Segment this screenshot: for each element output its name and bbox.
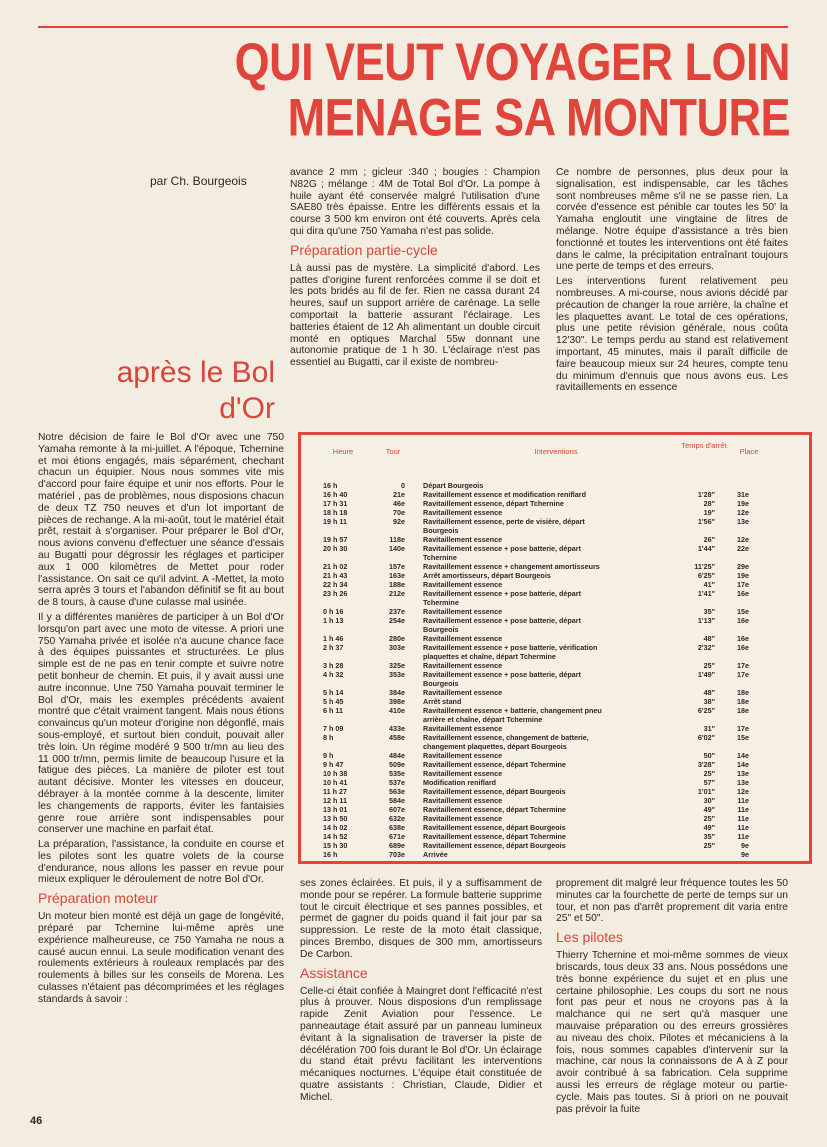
cell-intervention: Arrêt stand — [423, 697, 462, 706]
cell-place: 11e — [737, 823, 749, 832]
cell-tour: 21e — [393, 490, 405, 499]
cell-place: 13e — [737, 517, 749, 526]
cell-temps: 1'01" — [697, 787, 715, 796]
cell-intervention: Ravitaillement essence, perte de visière, départ — [423, 517, 585, 526]
table-row — [301, 832, 809, 841]
column-left — [38, 432, 284, 1009]
cell-heure: 16 h — [323, 481, 338, 490]
cell-tour: 163e — [389, 571, 405, 580]
cell-heure: 5 h 14 — [323, 688, 344, 697]
table-row — [301, 661, 809, 670]
cell-temps: 31" — [703, 724, 715, 733]
cell-tour: 157e — [389, 562, 405, 571]
cell-place: 14e — [737, 760, 749, 769]
cell-heure: 12 h 11 — [323, 796, 347, 805]
cell-temps: 1'44" — [697, 544, 715, 553]
cell-tour: 509e — [389, 760, 405, 769]
cell-heure: 13 h 50 — [323, 814, 348, 823]
cell-tour: 671e — [389, 832, 405, 841]
cell-heure: 10 h 38 — [323, 769, 348, 778]
cell-temps: 57" — [703, 778, 715, 787]
cell-tour: 118e — [389, 535, 405, 544]
cell-temps: 25" — [703, 841, 715, 850]
cell-heure: 5 h 45 — [323, 697, 344, 706]
cell-place: 11e — [737, 832, 749, 841]
cell-heure: 15 h 30 — [323, 841, 348, 850]
cell-temps: 28" — [703, 499, 715, 508]
table-row — [301, 625, 809, 634]
cell-temps: 1'28" — [697, 490, 715, 499]
cell-intervention: Ravitaillement essence, départ Bourgeois — [423, 787, 566, 796]
table-row — [301, 616, 809, 625]
cell-tour: 563e — [389, 787, 405, 796]
cell-heure: 10 h 41 — [323, 778, 348, 787]
table-row — [301, 589, 809, 598]
table-row — [301, 688, 809, 697]
cell-temps: 2'32" — [697, 643, 715, 652]
cell-place: 16e — [737, 589, 749, 598]
cell-intervention: Bourgeois — [423, 625, 459, 634]
paragraph: Là aussi pas de mystère. La simplicité d'abord. Les pattes d'origine furent renforcées comme il se doit et les pots bridés au fil de fer. Rien ne cassa durant 24 heures, sauf un support arrière de carénage. La selle comportait la batterie assurant l'éclairage. Les batteries étaient de 12 Ah alimentant un double circuit monté en optiques Marchal 55w donnant une autonomie pratique de 1 h 30. L'éclairage n'est pas essentiel au Bugatti, car il existe de nombreu- — [290, 262, 540, 369]
heading-assistance: Assistance — [300, 964, 368, 981]
header-temps: Temps d'arrêt — [681, 441, 727, 450]
cell-intervention: Ravitaillement essence + pose batterie, départ — [423, 616, 581, 625]
cell-heure: 17 h 31 — [323, 499, 348, 508]
cell-place: 18e — [737, 688, 749, 697]
table-row — [301, 670, 809, 679]
cell-place: 16e — [737, 634, 749, 643]
cell-intervention: Ravitaillement essence + pose batterie, vérification — [423, 643, 598, 652]
cell-tour: 254e — [389, 616, 405, 625]
heading-pilotes: Les pilotes — [556, 929, 623, 946]
table-row — [301, 679, 809, 688]
cell-heure: 11 h 27 — [323, 787, 347, 796]
page-number: 46 — [30, 1115, 43, 1127]
cell-temps: 6'25" — [697, 571, 715, 580]
cell-temps: 1'56" — [697, 517, 715, 526]
cell-temps: 3'28" — [697, 760, 715, 769]
table-row — [301, 733, 809, 742]
cell-heure: 14 h 02 — [323, 823, 348, 832]
cell-temps: 1'13" — [697, 616, 715, 625]
table-row — [301, 481, 809, 490]
column-right-top — [556, 167, 788, 397]
column-middle-top — [290, 167, 540, 372]
paragraph: Celle-ci était confiée à Maingret dont l'efficacité n'est plus à prouver. Nous disposions d'un remplissage rapide Zenit Aviation pour l'essence. Le panneautage était assuré par un panneau lumineux évitant à la signalisation de traverser la piste de décélération 700 fois durant le Bol d'Or. Un éclairage du stand était prévu facilitant les interventions mécaniques nocturnes. L'équipe était constituée de quatre assistants : Christian, Claude, Didier et Michel. — [300, 985, 542, 1103]
table-row — [301, 571, 809, 580]
table-header — [301, 441, 809, 473]
cell-intervention: Ravitaillement essence, changement de batterie, — [423, 733, 589, 742]
cell-place: 11e — [737, 796, 749, 805]
table-row — [301, 598, 809, 607]
column-middle-bottom — [300, 878, 542, 1107]
cell-temps: 41" — [703, 580, 715, 589]
cell-heure: 7 h 09 — [323, 724, 344, 733]
cell-temps: 11'25" — [694, 562, 715, 571]
heading-partie-cycle: Préparation partie-cycle — [290, 241, 438, 258]
paragraph: Un moteur bien monté est déjà un gage de longévité, préparé par Tchernine lui-même après une expérience malheureuse, ce 750 Yamaha ne nous a causé aucun ennui. La seule modification venant des roulements extérieurs à rouleaux remplacés par des roulements à billes sur les conseils de Morena. Les culasses n'étaient pas décomprimées et les réglages standards à savoir : — [38, 911, 284, 1005]
cell-tour: 638e — [389, 823, 405, 832]
cell-intervention: arrière et chaîne, départ Tchermine — [423, 715, 543, 724]
paragraph: Notre décision de faire le Bol d'Or avec une 750 Yamaha remonte à la mi-juillet. A l'époque, Tchernine et moi étions engagés, mais séparément, chechant chacun un équipier. Nous nous sommes vite mis d'accord pour faire équipe et unir nos efforts. Pour le matériel , pas de problèmes, nous disposions chacun de deux TZ 750 neuves et d'un lot important de pièces de rechange. A la mi-août, tout le matériel était prêt, restait à s'organiser. Pour préparer le Bol d'Or, nous avions convenu d'effectuer une séance d'essais au Bugatti pour dégrossir les réglages et participer aux 1 000 kilomètres de Mettet pour roder l'assistance. On sait ce qu'il advint. A -Mettet, la moto serra après 3 tours et l'abandon définitif se fit au bout de 8 tours, à cause d'une culasse mal usinée. — [38, 432, 284, 609]
table-row — [301, 607, 809, 616]
paragraph: Les interventions furent relativement peu nombreuses. A mi-course, nous avions décidé par précaution de changer la roue arrière, la chaîne et les plaquettes avant. Le total de ces opérations, plus une petite révision générale, nous coûta 12'30". Le temps perdu au stand est relativement important, 45 minutes, mais il paraît difficile de faire beaucoup mieux sur 24 heures, compte tenu du minimum d'ennuis que nous avons eus. Les ravitaillements en essence — [556, 276, 788, 394]
cell-intervention: Ravitaillement essence, départ Tchermine — [423, 760, 566, 769]
cell-intervention: Ravitaillement essence — [423, 508, 503, 517]
table-row — [301, 751, 809, 760]
cell-place: 22e — [737, 544, 749, 553]
table-row — [301, 841, 809, 850]
cell-heure: 1 h 13 — [323, 616, 344, 625]
cell-tour: 703e — [389, 850, 405, 859]
cell-temps: 25" — [703, 769, 715, 778]
cell-intervention: changement plaquettes, départ Bourgeois — [423, 742, 567, 751]
cell-intervention: Ravitaillement essence + pose batterie, départ — [423, 544, 581, 553]
article-title: QUI VEUT VOYAGER LOIN MENAGE SA MONTURE — [234, 31, 790, 148]
cell-tour: 212e — [389, 589, 405, 598]
cell-intervention: Ravitaillement essence — [423, 724, 503, 733]
cell-heure: 18 h 18 — [323, 508, 348, 517]
cell-place: 19e — [737, 571, 749, 580]
table-row — [301, 544, 809, 553]
cell-intervention: Ravitaillement essence — [423, 634, 503, 643]
table-row — [301, 652, 809, 661]
cell-temps: 35" — [703, 607, 715, 616]
cell-intervention: Modification reniflard — [423, 778, 497, 787]
cell-temps: 48" — [703, 688, 715, 697]
header-interventions: Interventions — [534, 447, 578, 456]
cell-place: 29e — [737, 562, 749, 571]
cell-tour: 484e — [389, 751, 405, 760]
cell-intervention: Ravitaillement essence — [423, 535, 503, 544]
cell-heure: 16 h — [323, 850, 338, 859]
paragraph: avance 2 mm ; gicleur :340 ; bougies : Champion N82G ; mélange : 4M de Total Bol d'Or. La pompe à huile ayant été conservée malgré l'utilisation d'une SAE80 très épaisse. Entre les différents essais et la course 3 500 km environ ont été couverts. Après cela qui dira qu'une 750 Yamaha n'est pas solide. — [290, 167, 540, 237]
cell-heure: 3 h 28 — [323, 661, 344, 670]
cell-tour: 410e — [389, 706, 405, 715]
column-right-bottom — [556, 878, 788, 1118]
cell-tour: 140e — [389, 544, 405, 553]
cell-place: 11e — [737, 805, 749, 814]
cell-place: 16e — [737, 616, 749, 625]
cell-tour: 689e — [389, 841, 405, 850]
cell-intervention: Tchermine — [423, 598, 459, 607]
table-row — [301, 499, 809, 508]
table-row — [301, 850, 809, 859]
cell-tour: 280e — [389, 634, 405, 643]
cell-tour: 303e — [389, 643, 405, 652]
table-row — [301, 814, 809, 823]
pit-stop-table — [298, 432, 812, 864]
table-row — [301, 508, 809, 517]
cell-place: 12e — [737, 535, 749, 544]
table-row — [301, 769, 809, 778]
cell-heure: 9 h 47 — [323, 760, 344, 769]
cell-intervention: Arrêt amortisseurs, départ Bourgeois — [423, 571, 551, 580]
cell-temps: 26" — [703, 535, 715, 544]
cell-tour: 537e — [389, 778, 405, 787]
table-row — [301, 760, 809, 769]
cell-intervention: Bourgeois — [423, 679, 459, 688]
cell-place: 9e — [741, 841, 749, 850]
paragraph: Ce nombre de personnes, plus deux pour la signalisation, est indispensable, car les tâches sont nombreuses même s'il ne se passe rien. La corvée d'essence est pénible car toutes les 50' la Yamaha engloutit une vingtaine de litres de mélange. Notre équipe d'assistance a très bien fonctionné et toutes les interventions ont été faites dans le calme, la précipitation entraînant toujours une perte de temps et des erreurs. — [556, 167, 788, 273]
cell-tour: 353e — [389, 670, 405, 679]
top-rule — [38, 26, 788, 28]
cell-heure: 2 h 37 — [323, 643, 344, 652]
cell-tour: 0 — [401, 481, 405, 490]
cell-intervention: Ravitaillement essence + changement amortisseurs — [423, 562, 600, 571]
paragraph: Il y a différentes manières de participer à un Bol d'Or lorsqu'on part avec une moto de vitesse. A priori une 750 Yamaha privée et isolée n'a aucune chance face à des équipes puissantes et structurées. Le plus simple est de ne pas en tenir compte et suivre notre petit bonheur de chemin. Et puis, il y avait aussi une autre inconnue. Une 750 Yamaha pouvait terminer le Bol d'Or, mais les exemples précédents avaient montré que c'était vraiment tangent. Mais nous étions convaincus qu'un moteur d'origine non dégonflé, mais sous-employé, et surtout bien conduit, pouvait aller très loin. Un régime modéré 9 500 tr/mn au lieu des 11 000 tr/mn, permis limite de beaucoup l'usure et la fatigue des pièces. La manière de piloter est tout autant décisive. Monter les vitesses en douceur, débrayer à la montée comme à la descente, limiter les changements de rapports, éviter les fantaisies genre roue arrière sont indispensables pour conserver une machine en parfait état. — [38, 611, 284, 836]
cell-tour: 632e — [389, 814, 405, 823]
cell-intervention: Tchernine — [423, 553, 457, 562]
table-row — [301, 805, 809, 814]
cell-temps: 49" — [703, 823, 715, 832]
cell-heure: 8 h — [323, 733, 334, 742]
cell-intervention: Ravitaillement essence — [423, 580, 503, 589]
table-row — [301, 697, 809, 706]
cell-temps: 30" — [703, 796, 715, 805]
table-row — [301, 517, 809, 526]
cell-intervention: Ravitaillement essence — [423, 814, 503, 823]
cell-place: 9e — [741, 850, 749, 859]
paragraph: Thierry Tchernine et moi-même sommes de vieux briscards, tous deux 33 ans. Nous possédons une très bonne expérience du sujet et en plus une certaine philosophie. Les coups du sort ne nous font pas peur et nous ne croyons pas à la malchance qui ne sert qu'à masquer une mauvaise préparation ou des erreurs grossières au niveau des choix. Pilotes et mécaniciens à la fois, nous sommes capables d'intervenir sur la machine, car nous la connaissons de A à Z pour avoir contribué à sa fabrication. Cela supprime aussi les erreurs de réglage moteur ou partie-cycle. Mais pas toutes. Si à priori on ne pouvait pas prévoir la fuite — [556, 950, 788, 1115]
cell-intervention: Départ Bourgeois — [423, 481, 484, 490]
cell-intervention: Ravitaillement essence — [423, 751, 503, 760]
table-row — [301, 580, 809, 589]
table-row — [301, 778, 809, 787]
table-row — [301, 535, 809, 544]
section-kicker: après le Bol d'Or — [116, 356, 275, 425]
cell-heure: 21 h 43 — [323, 571, 348, 580]
cell-temps: 49" — [703, 805, 715, 814]
cell-tour: 384e — [389, 688, 405, 697]
table-row — [301, 562, 809, 571]
table-row — [301, 526, 809, 535]
cell-heure: 9 h — [323, 751, 334, 760]
table-row — [301, 643, 809, 652]
cell-tour: 188e — [389, 580, 405, 589]
cell-intervention: Ravitaillement essence + pose batterie, départ — [423, 589, 581, 598]
cell-heure: 4 h 32 — [323, 670, 344, 679]
cell-heure: 6 h 11 — [323, 706, 343, 715]
cell-temps: 1'41" — [697, 589, 715, 598]
cell-intervention: Ravitaillement essence + batterie, changement pneu — [423, 706, 602, 715]
cell-tour: 458e — [389, 733, 405, 742]
table-row — [301, 787, 809, 796]
cell-tour: 92e — [393, 517, 405, 526]
table-row — [301, 715, 809, 724]
cell-temps: 25" — [703, 814, 715, 823]
cell-intervention: Ravitaillement essence, départ Bourgeois — [423, 841, 566, 850]
cell-temps: 19" — [703, 508, 715, 517]
cell-place: 17e — [737, 580, 749, 589]
cell-heure: 23 h 26 — [323, 589, 348, 598]
cell-temps: 25" — [703, 661, 715, 670]
cell-place: 14e — [737, 751, 749, 760]
cell-place: 12e — [737, 508, 749, 517]
cell-heure: 13 h 01 — [323, 805, 348, 814]
cell-intervention: Ravitaillement essence — [423, 769, 503, 778]
cell-place: 18e — [737, 706, 749, 715]
cell-intervention: Ravitaillement essence et modification reniflard — [423, 490, 586, 499]
cell-tour: 535e — [389, 769, 405, 778]
cell-heure: 19 h 11 — [323, 517, 347, 526]
cell-heure: 14 h 52 — [323, 832, 348, 841]
cell-temps: 35" — [703, 832, 715, 841]
table-row — [301, 796, 809, 805]
cell-place: 15e — [737, 607, 749, 616]
cell-place: 13e — [737, 778, 749, 787]
cell-heure: 0 h 16 — [323, 607, 344, 616]
cell-intervention: Ravitaillement essence — [423, 796, 503, 805]
cell-tour: 237e — [389, 607, 405, 616]
cell-intervention: Ravitaillement essence + pose batterie, départ — [423, 670, 581, 679]
header-place: Place — [739, 447, 759, 456]
cell-intervention: Ravitaillement essence, départ Tchermine — [423, 832, 566, 841]
cell-temps: 48" — [703, 634, 715, 643]
cell-heure: 22 h 34 — [323, 580, 348, 589]
cell-place: 17e — [737, 661, 749, 670]
cell-tour: 607e — [389, 805, 405, 814]
cell-intervention: Bourgeois — [423, 526, 459, 535]
paragraph: proprement dit malgré leur fréquence toutes les 50 minutes car la fourchette de perte de temps sur un tour, et non pas d'arrêt proprement dit varia entre 25" et 50". — [556, 878, 788, 925]
cell-intervention: Arrivée — [423, 850, 448, 859]
paragraph: La préparation, l'assistance, la conduite en course et les pilotes sont les quatre volets de la course d'endurance, nous allons les passer en revue pour mieux expliquer le déroulement de notre Bol d'Or. — [38, 839, 284, 886]
table-row — [301, 553, 809, 562]
cell-place: 11e — [737, 814, 749, 823]
cell-intervention: Ravitaillement essence, départ Tchernine — [423, 499, 564, 508]
cell-heure: 19 h 57 — [323, 535, 348, 544]
cell-place: 12e — [737, 787, 749, 796]
cell-temps: 6'02" — [697, 733, 715, 742]
cell-place: 18e — [737, 697, 749, 706]
cell-place: 15e — [737, 733, 749, 742]
cell-temps: 6'25" — [697, 706, 715, 715]
cell-tour: 46e — [393, 499, 405, 508]
cell-intervention: Ravitaillement essence — [423, 688, 503, 697]
cell-heure: 16 h 40 — [323, 490, 348, 499]
cell-intervention: Ravitaillement essence — [423, 661, 503, 670]
cell-temps: 38" — [703, 697, 715, 706]
cell-place: 17e — [737, 670, 749, 679]
header-heure: Heure — [332, 447, 354, 456]
cell-intervention: plaquettes et chaîne, départ Tchermine — [423, 652, 556, 661]
table-row — [301, 742, 809, 751]
table-row — [301, 634, 809, 643]
cell-tour: 70e — [393, 508, 405, 517]
cell-heure: 1 h 46 — [323, 634, 344, 643]
table-row — [301, 724, 809, 733]
table-row — [301, 490, 809, 499]
cell-intervention: Ravitaillement essence — [423, 607, 503, 616]
cell-place: 19e — [737, 499, 749, 508]
cell-tour: 398e — [389, 697, 405, 706]
cell-place: 16e — [737, 643, 749, 652]
cell-intervention: Ravitaillement essence, départ Tchermine — [423, 805, 566, 814]
header-tour: Tour — [385, 447, 401, 456]
cell-temps: 50" — [703, 751, 715, 760]
cell-tour: 325e — [389, 661, 405, 670]
cell-place: 17e — [737, 724, 749, 733]
cell-tour: 433e — [389, 724, 405, 733]
cell-heure: 20 h 30 — [323, 544, 348, 553]
cell-place: 31e — [737, 490, 749, 499]
cell-place: 13e — [737, 769, 749, 778]
table-row — [301, 823, 809, 832]
cell-heure: 21 h 02 — [323, 562, 348, 571]
cell-temps: 1'49" — [697, 670, 715, 679]
author-byline: par Ch. Bourgeois — [150, 174, 247, 188]
cell-tour: 584e — [389, 796, 405, 805]
table-row — [301, 706, 809, 715]
heading-moteur: Préparation moteur — [38, 890, 158, 907]
paragraph: ses zones éclairées. Et puis, il y a suffisamment de monde pour se repérer. La formule batterie supprime tout le circuit électrique et ses pannes possibles, et permet de gagner du poids quand il fait jour par sa suppression. Le reste de la moto était classique, pinces Brembo, disques de 300 mm, amortisseurs De Carbon. — [300, 878, 542, 960]
cell-intervention: Ravitaillement essence, départ Bourgeois — [423, 823, 566, 832]
